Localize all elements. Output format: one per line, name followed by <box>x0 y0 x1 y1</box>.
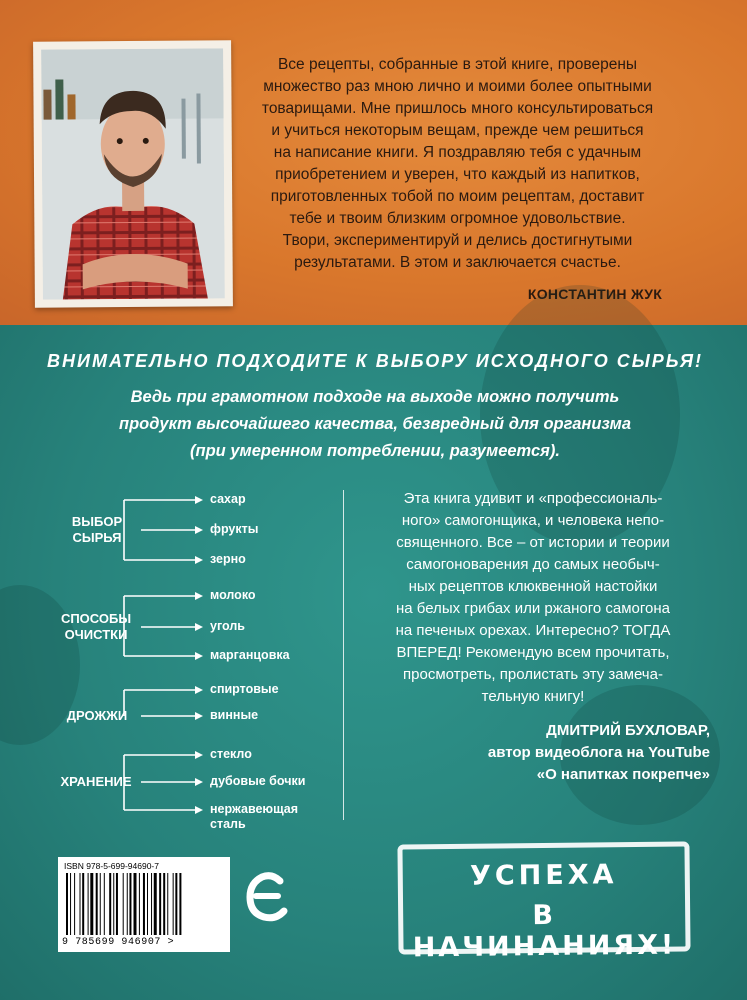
barcode-bar <box>175 873 177 935</box>
barcode-bar <box>163 873 165 935</box>
barcode-bar <box>134 873 137 935</box>
barcode-bar <box>70 873 71 935</box>
barcode-bar <box>74 873 75 935</box>
quote-line: приобретением и уверен, что каждый из напитков, <box>275 166 640 183</box>
stamp-line: УСПЕХА <box>469 859 618 892</box>
quote-line: и учиться некоторым вещам, прежде чем решиться <box>271 122 644 139</box>
barcode-bar <box>88 873 89 935</box>
barcode-bar <box>143 873 145 935</box>
diagram-option: молоко <box>210 588 256 602</box>
barcode-bar <box>129 873 131 935</box>
diagram-option: спиртовые <box>210 682 279 696</box>
barcode-bar <box>123 873 124 935</box>
barcode-bar <box>154 873 157 935</box>
diagram-category: СПОСОБЫ ОЧИСТКИ <box>60 611 132 642</box>
review-line: ВПЕРЕД! Рекомендую всем прочитать, <box>396 644 670 661</box>
diagram-option: уголь <box>210 619 245 633</box>
review-line: самогоноварения до самых необыч- <box>406 556 660 573</box>
diagram-option: нержавеющая сталь <box>210 802 299 831</box>
subhead-line: продукт высочайшего качества, безвредный для организма <box>118 415 632 433</box>
diagram-option: стекло <box>210 747 252 761</box>
subhead-line: Ведь при грамотном подходе на выходе можно получить <box>130 388 620 406</box>
author-photo <box>33 40 233 307</box>
diagram-category: ВЫБОР СЫРЬЯ <box>71 514 123 545</box>
barcode-bar <box>173 873 174 935</box>
diagram-option: сахар <box>210 492 246 506</box>
quote-line: тебе и твоим близким огромное удовольствие. <box>289 210 626 227</box>
review-line: тельную книгу! <box>481 688 585 705</box>
barcode-bar <box>80 873 81 935</box>
barcode-bar <box>159 873 161 935</box>
barcode-bar <box>113 873 114 935</box>
quote-line: приготовленных тобой по моим рецептам, доставит <box>270 188 645 205</box>
vertical-divider <box>343 490 344 820</box>
barcode-box <box>58 857 230 952</box>
subheadline <box>60 384 690 465</box>
barcode-icon <box>66 873 216 935</box>
subhead-line: (при умеренном потреблении, разумеется). <box>190 442 560 460</box>
barcode-bar <box>127 873 128 935</box>
review-line: Эта книга удивит и «профессиональ- <box>403 490 663 507</box>
quote-line: Твори, экспериментируй и делись достигнутыми <box>282 232 633 249</box>
diagram-option: зерно <box>210 552 246 566</box>
quote-line: на написание книги. Я поздравляю тебя с удачным <box>273 144 642 161</box>
author-name: КОНСТАНТИН ЖУК <box>527 286 663 302</box>
diagram-category: ХРАНЕНИЕ <box>60 774 132 789</box>
barcode-digits: 9 785699 946907 > <box>62 937 175 948</box>
quote-line: множество раз мною лично и моими более опытными <box>263 78 652 95</box>
quote-line: Все рецепты, собранные в этой книге, проверены <box>277 56 638 73</box>
barcode-bar <box>96 873 98 935</box>
barcode-bar <box>66 873 68 935</box>
quote-line: товарищами. Мне пришлось много консультироваться <box>261 100 654 117</box>
barcode-bar <box>116 873 118 935</box>
diagram-option: фрукты <box>210 522 259 536</box>
reviewer-line: ДМИТРИЙ БУХЛОВАР, <box>546 722 710 739</box>
review-line: священного. Все – от истории и теории <box>396 534 670 551</box>
barcode-bar <box>139 873 140 935</box>
reviewer-line: автор видеоблога на YouTube <box>487 744 710 761</box>
review-line: ного» самогонщика, и человека непо- <box>401 512 665 529</box>
barcode-bar <box>167 873 168 935</box>
diagram-option: винные <box>210 708 259 722</box>
barcode-bar <box>109 873 111 935</box>
barcode-bar <box>151 873 152 935</box>
barcode-bar <box>100 873 101 935</box>
reviewer-line: «О напитках покрепче» <box>536 766 710 783</box>
barcode-bar <box>104 873 105 935</box>
portrait-photo-icon <box>41 48 225 299</box>
barcode-bar <box>179 873 181 935</box>
review-text <box>358 488 708 708</box>
isbn-label: ISBN 978-5-699-94690-7 <box>64 861 159 871</box>
review-line: ных рецептов клюквенной настойки <box>408 578 658 595</box>
barcode-bar <box>90 873 93 935</box>
author-quote <box>245 54 670 274</box>
quote-line: результатами. В этом и заключается счастье. <box>294 254 621 271</box>
stamp-line: В НАЧИНАНИЯХ! <box>412 899 677 964</box>
barcode-bar <box>82 873 84 935</box>
review-line: на печеных орехах. Интересно? ТОГДА <box>395 622 671 639</box>
headline: ВНИМАТЕЛЬНО ПОДХОДИТЕ К ВЫБОРУ ИСХОДНОГО СЫРЬЯ! <box>47 351 703 371</box>
success-stamp <box>397 841 690 964</box>
review-line: на белых грибах или ржаного самогона <box>396 600 670 617</box>
reviewer-signature <box>400 720 710 786</box>
diagram-option: марганцовка <box>210 648 290 662</box>
eksmo-logo-icon <box>244 869 290 923</box>
diagram-category: ДРОЖЖИ <box>66 708 128 723</box>
diagram-option: дубовые бочки <box>210 774 306 788</box>
barcode-bar <box>147 873 148 935</box>
review-line: просмотреть, пролистать эту замеча- <box>403 666 663 683</box>
